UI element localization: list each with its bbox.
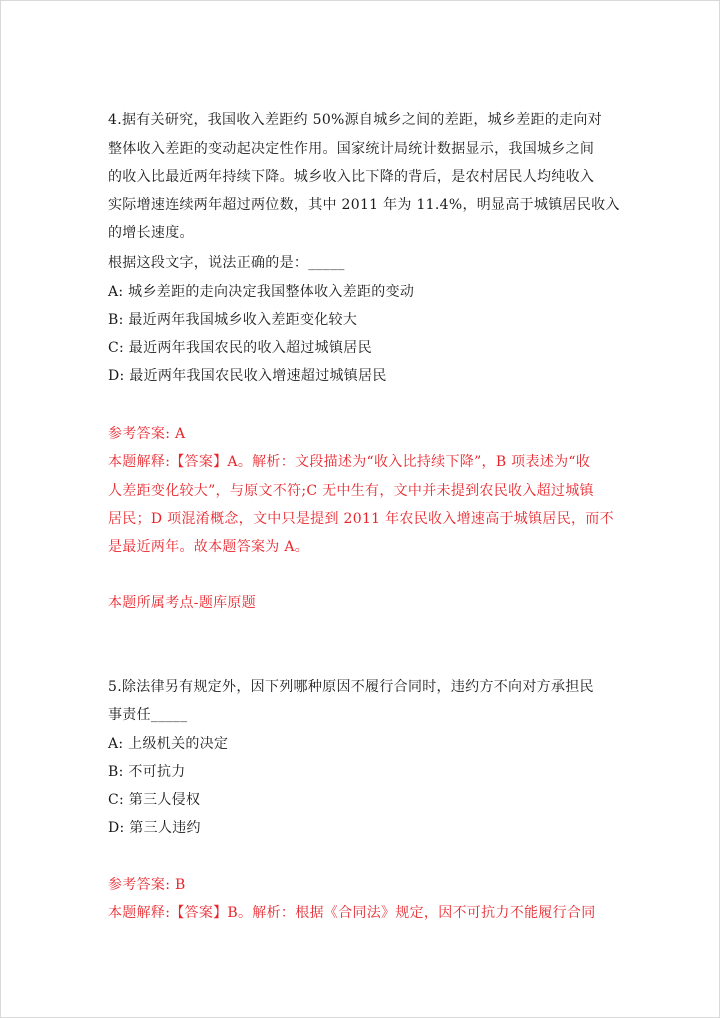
q4-explanation-line: 本题解释:【答案】A。解析：文段描述为“收入比持续下降”，B 项表述为“收 — [108, 454, 591, 470]
q4-stem-line: 4.据有关研究，我国收入差距约 50%源自城乡之间的差距，城乡差距的走向对 — [108, 112, 603, 128]
q4-answer: 参考答案: A — [108, 426, 186, 442]
q4-stem-line: 实际增速连续两年超过两位数，其中 2011 年为 11.4%，明显高于城镇居民收入 — [108, 197, 620, 213]
q4-option-c: C: 最近两年我国农民的收入超过城镇居民 — [108, 340, 372, 356]
q5-option-d: D: 第三人违约 — [108, 820, 201, 836]
q5-explanation-line: 本题解释:【答案】B。解析：根据《合同法》规定，因不可抗力不能履行合同 — [108, 905, 596, 921]
q5-option-b: B: 不可抗力 — [108, 764, 186, 780]
q5-option-a: A: 上级机关的决定 — [108, 736, 229, 752]
q4-explanation-line: 是最近两年。故本题答案为 A。 — [108, 539, 310, 555]
q4-stem-line: 整体收入差距的变动起决定性作用。国家统计局统计数据显示，我国城乡之间 — [108, 141, 595, 157]
q4-source-tag: 本题所属考点-题库原题 — [108, 595, 257, 611]
q4-option-a: A: 城乡差距的走向决定我国整体收入差距的变动 — [108, 284, 415, 300]
q4-option-b: B: 最近两年我国城乡收入差距变化较大 — [108, 312, 358, 328]
q4-explanation-line: 人差距变化较大”，与原文不符;C 无中生有，文中并未提到农民收入超过城镇 — [108, 483, 594, 499]
q4-stem-line: 的收入比最近两年持续下降。城乡收入比下降的背后，是农村居民人均纯收入 — [108, 169, 595, 185]
q5-stem-line: 5.除法律另有规定外，因下列哪种原因不履行合同时，违约方不向对方承担民 — [108, 679, 594, 695]
q4-stem-line: 的增长速度。 — [108, 225, 194, 241]
q4-option-d: D: 最近两年我国农民收入增速超过城镇居民 — [108, 368, 387, 384]
q4-explanation-line: 居民；D 项混淆概念，文中只是提到 2011 年农民收入增速高于城镇居民，而不 — [108, 511, 614, 527]
q4-prompt: 根据这段文字，说法正确的是：_____ — [108, 255, 345, 271]
q5-stem-line: 事责任_____ — [108, 707, 188, 723]
q5-option-c: C: 第三人侵权 — [108, 792, 201, 808]
q5-answer: 参考答案: B — [108, 877, 186, 893]
